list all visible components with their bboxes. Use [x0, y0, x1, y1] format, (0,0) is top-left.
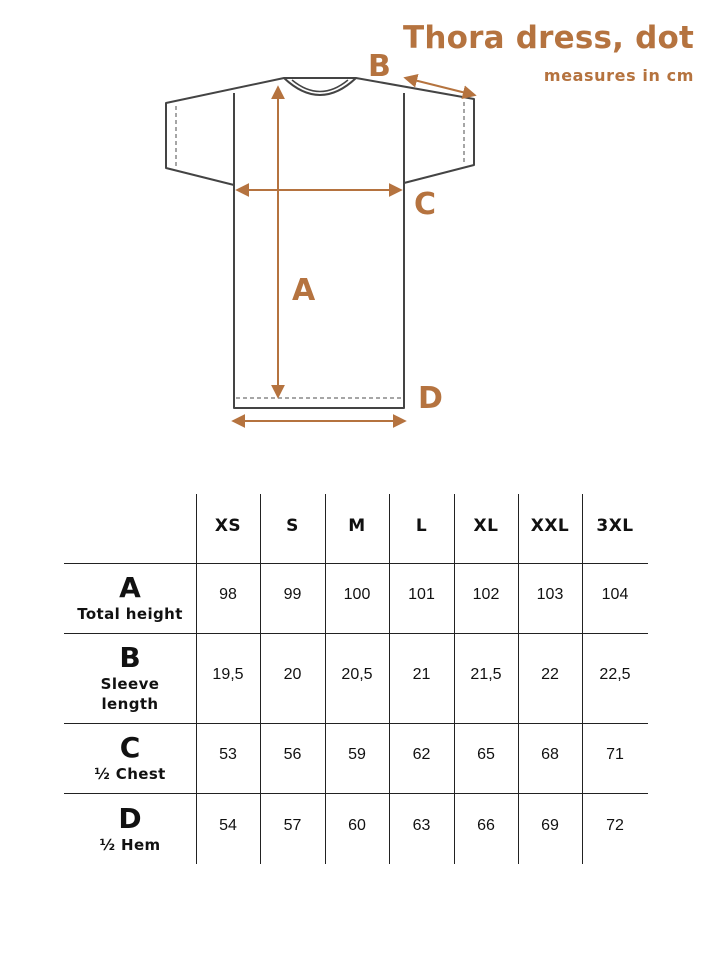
label-c: C	[414, 187, 437, 222]
size-header: XXL	[530, 515, 570, 536]
size-header: XL	[473, 515, 499, 536]
table-cell: 19,5	[212, 666, 244, 683]
table-cell: 59	[348, 746, 366, 763]
table-cell: 56	[283, 746, 302, 763]
table-cell: 65	[477, 746, 495, 763]
table-cell: 21,5	[470, 666, 502, 683]
table-cell: 63	[412, 816, 431, 834]
table-cell: 101	[408, 586, 435, 603]
page-subtitle: measures in cm	[543, 66, 694, 85]
row-letter: A	[119, 571, 141, 604]
size-header: S	[286, 515, 299, 536]
table-cell: 69	[541, 816, 559, 834]
table-cell: 72	[606, 816, 624, 834]
table-cell: 102	[472, 586, 500, 603]
row-label	[64, 563, 196, 633]
label-d: D	[418, 381, 443, 416]
table-cell: 60	[348, 816, 366, 834]
table-cell: 103	[536, 586, 564, 603]
table-cell: 53	[219, 746, 237, 763]
table-cell: 22,5	[599, 666, 631, 683]
row-letter: D	[118, 801, 142, 835]
table-cell: 62	[412, 746, 431, 763]
table-cell: 54	[219, 816, 237, 834]
table-cell: 100	[343, 586, 371, 603]
size-header: 3XL	[596, 515, 634, 536]
row-name: Total height	[77, 605, 183, 623]
size-header: XS	[214, 515, 242, 536]
table-cell: 57	[283, 816, 302, 834]
label-a: A	[292, 273, 316, 308]
row-label	[64, 793, 196, 864]
table-cell: 21	[412, 666, 431, 683]
table-cell: 99	[283, 586, 302, 603]
table-cell: 20	[283, 666, 302, 683]
table-cell: 22	[541, 666, 559, 683]
table-cell: 104	[601, 586, 629, 603]
row-label	[64, 633, 196, 723]
table-cell: 71	[606, 746, 624, 763]
row-name: ½ Hem	[99, 835, 161, 854]
size-header: L	[415, 515, 428, 536]
table-cell: 20,5	[341, 666, 373, 683]
row-name: Sleeve length	[100, 675, 160, 713]
table-cell: 66	[477, 816, 495, 834]
row-letter: B	[119, 641, 141, 674]
row-letter: C	[119, 731, 141, 764]
size-header: M	[348, 515, 366, 536]
table-cell: 68	[541, 746, 559, 763]
label-b: B	[368, 49, 391, 84]
row-name: ½ Chest	[94, 765, 166, 783]
row-label	[64, 723, 196, 793]
page-title: Thora dress, dot	[403, 20, 694, 56]
table-cell: 98	[219, 586, 237, 603]
